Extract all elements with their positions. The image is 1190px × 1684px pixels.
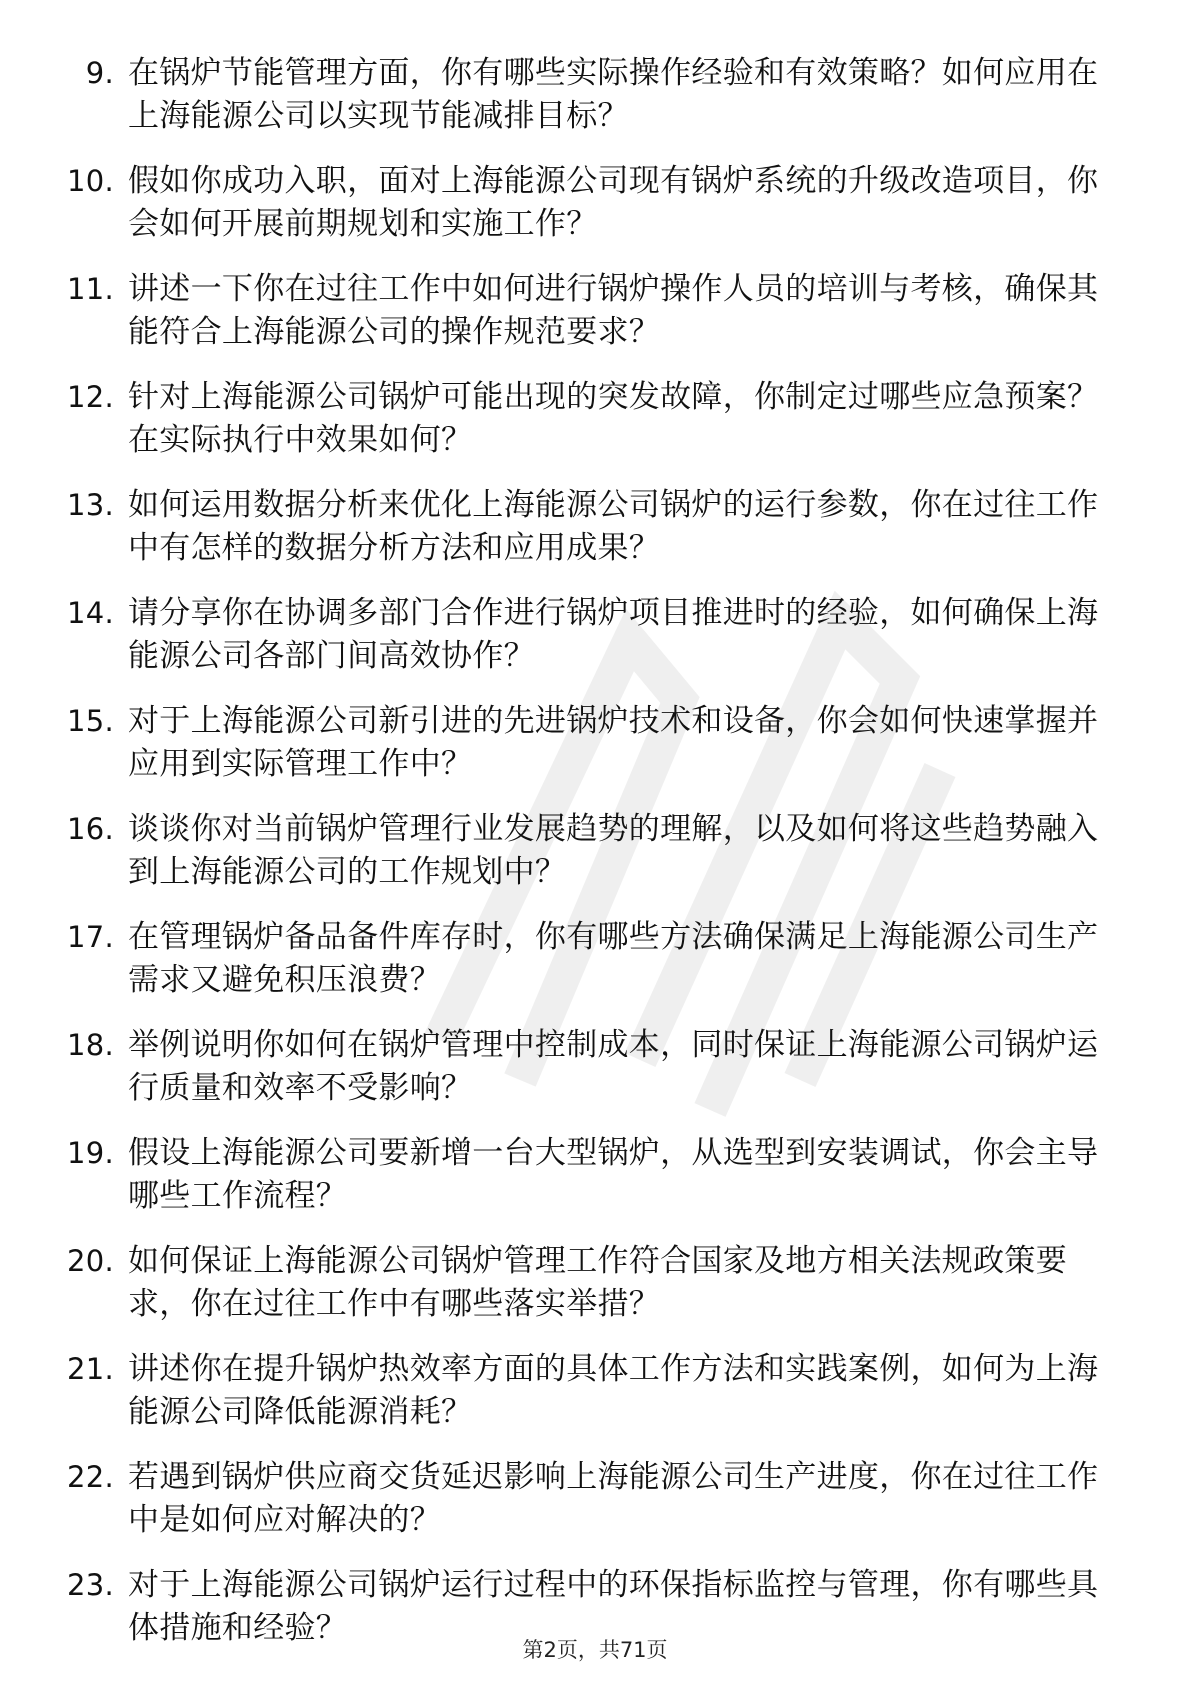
list-item (58, 808, 1118, 894)
question-text: 举例说明你如何在锅炉管理中控制成本，同时保证上海能源公司锅炉运行质量和效率不受影响？ (128, 1027, 1099, 1106)
question-text: 谈谈你对当前锅炉管理行业发展趋势的理解，以及如何将这些趋势融入到上海能源公司的工作规划中？ (128, 811, 1099, 890)
question-text: 在管理锅炉备品备件库存时，你有哪些方法确保满足上海能源公司生产需求又避免积压浪费？ (128, 919, 1099, 998)
question-number: 18. (66, 1028, 114, 1062)
question-number: 22. (66, 1460, 114, 1494)
question-text: 如何保证上海能源公司锅炉管理工作符合国家及地方相关法规政策要求，你在过往工作中有哪些落实举措？ (128, 1243, 1067, 1322)
list-item (58, 376, 1118, 462)
question-number: 9. (85, 56, 114, 90)
question-text: 如何运用数据分析来优化上海能源公司锅炉的运行参数，你在过往工作中有怎样的数据分析方法和应用成果？ (128, 487, 1099, 566)
question-number: 10. (66, 164, 114, 198)
question-number: 14. (66, 596, 114, 630)
list-item (58, 52, 1118, 138)
question-number: 19. (66, 1136, 114, 1170)
question-text: 针对上海能源公司锅炉可能出现的突发故障，你制定过哪些应急预案？在实际执行中效果如何？ (128, 379, 1099, 458)
question-number: 21. (66, 1352, 114, 1386)
question-text: 讲述一下你在过往工作中如何进行锅炉操作人员的培训与考核，确保其能符合上海能源公司的操作规范要求？ (128, 271, 1099, 350)
question-text: 在锅炉节能管理方面，你有哪些实际操作经验和有效策略？如何应用在上海能源公司以实现节能减排目标？ (128, 55, 1099, 134)
question-number: 16. (66, 812, 114, 846)
list-item (58, 1024, 1118, 1110)
list-item (58, 916, 1118, 1002)
question-text: 假如你成功入职，面对上海能源公司现有锅炉系统的升级改造项目，你会如何开展前期规划和实施工作？ (128, 163, 1099, 242)
page-number-label: 第2页，共71页 (522, 1638, 668, 1662)
question-list (58, 52, 1118, 1672)
question-text: 对于上海能源公司新引进的先进锅炉技术和设备，你会如何快速掌握并应用到实际管理工作中？ (128, 703, 1099, 782)
question-number: 15. (66, 704, 114, 738)
question-text: 讲述你在提升锅炉热效率方面的具体工作方法和实践案例，如何为上海能源公司降低能源消耗？ (128, 1351, 1099, 1430)
page-footer (0, 1634, 1190, 1664)
question-number: 23. (66, 1568, 114, 1602)
question-number: 17. (66, 920, 114, 954)
list-item (58, 160, 1118, 246)
list-item (58, 268, 1118, 354)
question-number: 13. (66, 488, 114, 522)
question-number: 11. (66, 272, 114, 306)
list-item (58, 1240, 1118, 1326)
list-item (58, 1132, 1118, 1218)
list-item (58, 1456, 1118, 1542)
question-text: 请分享你在协调多部门合作进行锅炉项目推进时的经验，如何确保上海能源公司各部门间高效协作？ (128, 595, 1099, 674)
question-text: 若遇到锅炉供应商交货延迟影响上海能源公司生产进度，你在过往工作中是如何应对解决的？ (128, 1459, 1099, 1538)
list-item (58, 700, 1118, 786)
question-text: 假设上海能源公司要新增一台大型锅炉，从选型到安装调试，你会主导哪些工作流程？ (128, 1135, 1099, 1214)
question-text: 对于上海能源公司锅炉运行过程中的环保指标监控与管理，你有哪些具体措施和经验？ (128, 1567, 1099, 1646)
list-item (58, 592, 1118, 678)
list-item (58, 484, 1118, 570)
question-number: 20. (66, 1244, 114, 1278)
question-number: 12. (66, 380, 114, 414)
list-item (58, 1348, 1118, 1434)
